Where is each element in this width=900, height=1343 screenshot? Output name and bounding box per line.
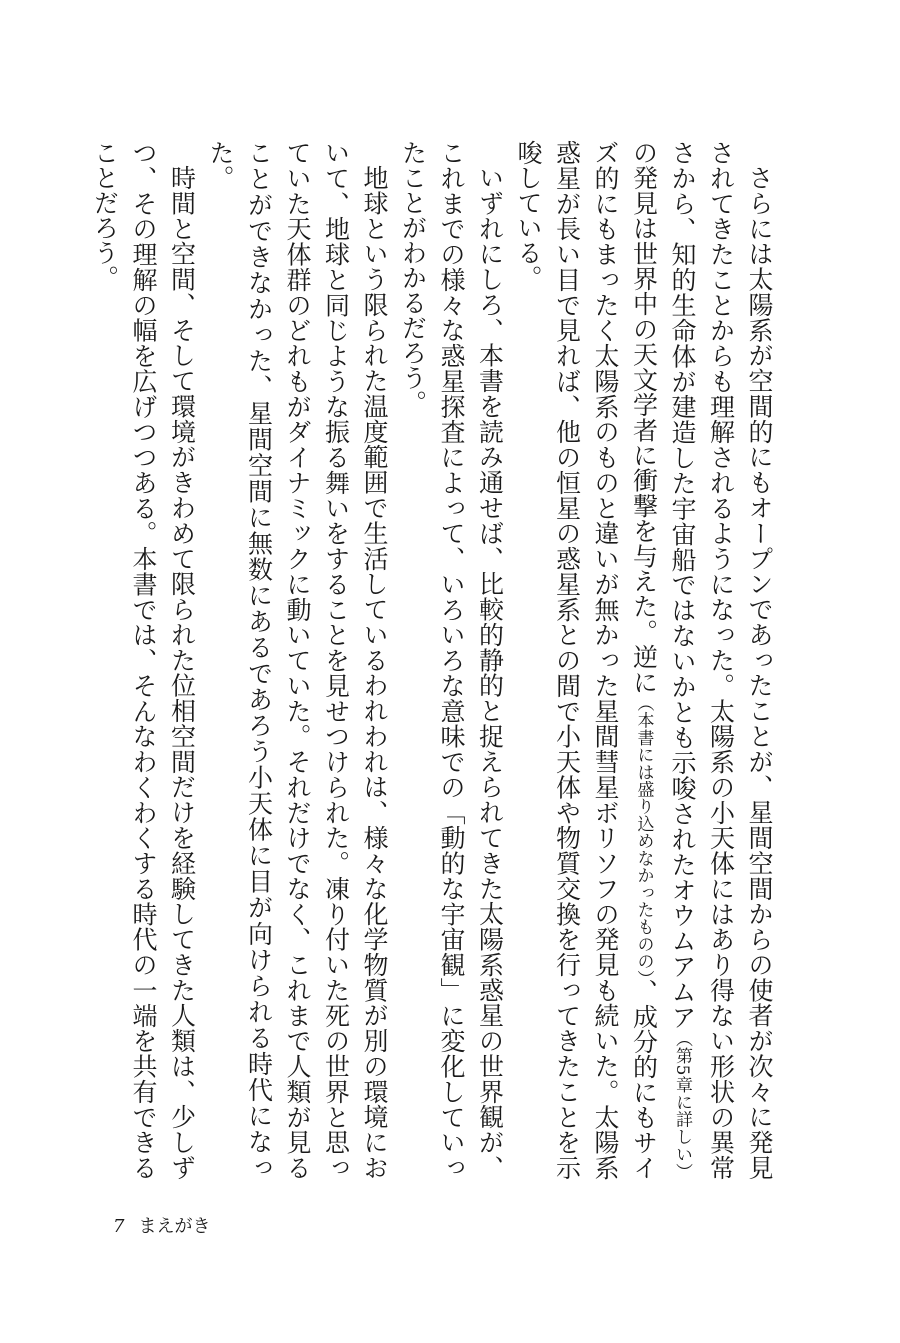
paragraph-2: いずれにしろ、本書を読み通せば、比較的静的と捉えられてきた太陽系惑星の世界観が、これまでの様々な惑星探査によって、いろいろな意味での「動的な宇宙観」に変化していったことがわかるだろう。 xyxy=(398,140,505,1181)
paragraph-1-text-b: の発見は世界中の天文学者に衝撃を与えた。逆に xyxy=(629,140,659,695)
inline-note-chapter-ref: （第5章に詳しい） xyxy=(672,1029,692,1180)
paragraph-1-text-a: さらには太陽系が空間的にもオープンであったことが、星間空間からの使者が次々に発見されてきたことからも理解されるようになった。太陽系の小天体にはあり得ない形状の異常さから、知的生命体が建造した宇宙船ではないかとも示唆されたオウムアムア xyxy=(668,140,774,1180)
paragraph-3: 地球という限られた温度範囲で生活しているわれわれは、様々な化学物質が別の環境において、地球と同じような振る舞いをすることを見せつけられた。凍り付いた死の世界と思っていた天体群のどれもがダイナミックに動いていた。それだけでなく、これまで人類が見ることができなかった、星間空間に無数にあるであろう小天体に目が向けられる時代になった。 xyxy=(206,140,389,1181)
paragraph-4: 時間と空間、そして環境がきわめて限られた位相空間だけを経験してきた人類は、少しずつ、その理解の幅を広げつつある。本書では、そんなわくわくする時代の一端を共有できることだろう。 xyxy=(90,140,197,1180)
paragraph-1-text-c: 、成分的にもサイズ的にもまったく太陽系のものと違いが無かった星間彗星ボリソフの発見も続いた。太陽系惑星が長い目で見れば、他の恒星の惑星系との間で小天体や物質交換を行ってきたことを示唆している。 xyxy=(514,140,659,1181)
vertical-text-body xyxy=(85,140,778,1180)
inline-note-omitted: （本書には盛り込めなかったものの） xyxy=(633,694,654,979)
page-number: 7 xyxy=(113,1216,125,1237)
paragraph-1 xyxy=(509,140,779,1180)
section-title: まえがき xyxy=(138,1216,211,1237)
page-footer xyxy=(113,1212,210,1238)
